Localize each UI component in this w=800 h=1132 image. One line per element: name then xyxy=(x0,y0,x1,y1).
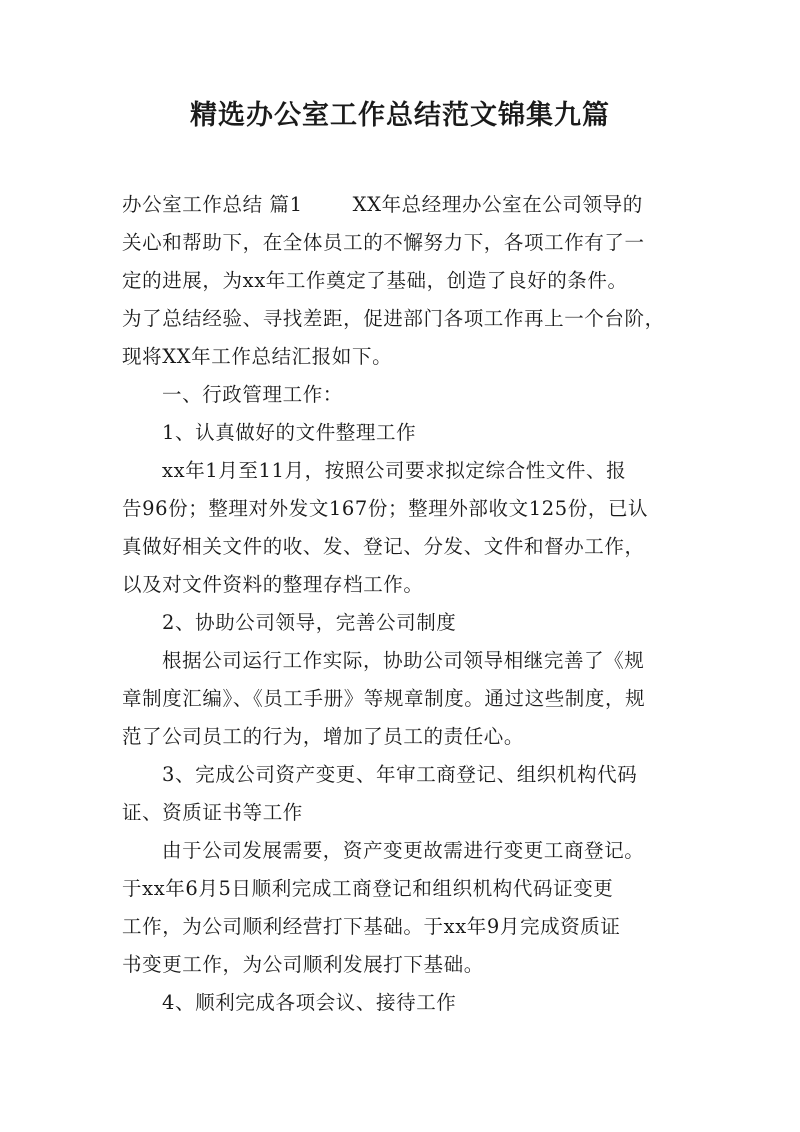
text-line: 关心和帮助下，在全体员工的不懈努力下，各项工作有了一 xyxy=(122,231,645,254)
section-heading: 一、行政管理工作： xyxy=(162,383,343,406)
text-line: 定的进展，为xx年工作奠定了基础，创造了良好的条件。 xyxy=(122,269,628,292)
subsection-heading: 1、认真做好的文件整理工作 xyxy=(162,421,417,444)
text-line: 范了公司员工的行为，增加了员工的责任心。 xyxy=(122,725,525,748)
text-line: 为了总结经验、寻找差距，促进部门各项工作再上一个台阶， xyxy=(122,307,665,330)
text-line: 于xx年6月5日顺利完成工商登记和组织机构代码证变更 xyxy=(122,877,614,900)
text-line: 告96份；整理对外发文167份；整理外部收文125份，已认 xyxy=(122,497,649,520)
text-line: 章制度汇编》、《员工手册》等规章制度。通过这些制度，规 xyxy=(122,687,646,710)
text-line: 现将XX年工作总结汇报如下。 xyxy=(122,345,393,368)
text-line xyxy=(122,186,692,224)
document-body xyxy=(122,186,692,1022)
text-line: 真做好相关文件的收、发、登记、分发、文件和督办工作， xyxy=(122,535,645,558)
text-line: 根据公司运行工作实际，协助公司领导相继完善了《规 xyxy=(162,649,645,672)
text-line: 以及对文件资料的整理存档工作。 xyxy=(122,573,424,596)
text-line: 工作，为公司顺利经营打下基础。于xx年9月完成资质证 xyxy=(122,915,621,938)
text-segment: XX年总经理办公室在公司领导的 xyxy=(352,193,643,216)
subsection-heading: 3、完成公司资产变更、年审工商登记、组织机构代码 xyxy=(162,763,638,786)
subsection-heading: 4、顺利完成各项会议、接待工作 xyxy=(162,991,457,1014)
section-heading: 办公室工作总结 篇1 xyxy=(122,193,303,216)
text-line: 由于公司发展需要，资产变更故需进行变更工商登记。 xyxy=(162,839,645,862)
document-title: 精选办公室工作总结范文锦集九篇 xyxy=(190,100,610,131)
text-line: xx年1月至11月，按照公司要求拟定综合性文件、报 xyxy=(162,459,627,482)
subsection-heading: 2、协助公司领导，完善公司制度 xyxy=(162,611,457,634)
text-line: 书变更工作，为公司顺利发展打下基础。 xyxy=(122,953,484,976)
text-line: 证、资质证书等工作 xyxy=(122,801,303,824)
